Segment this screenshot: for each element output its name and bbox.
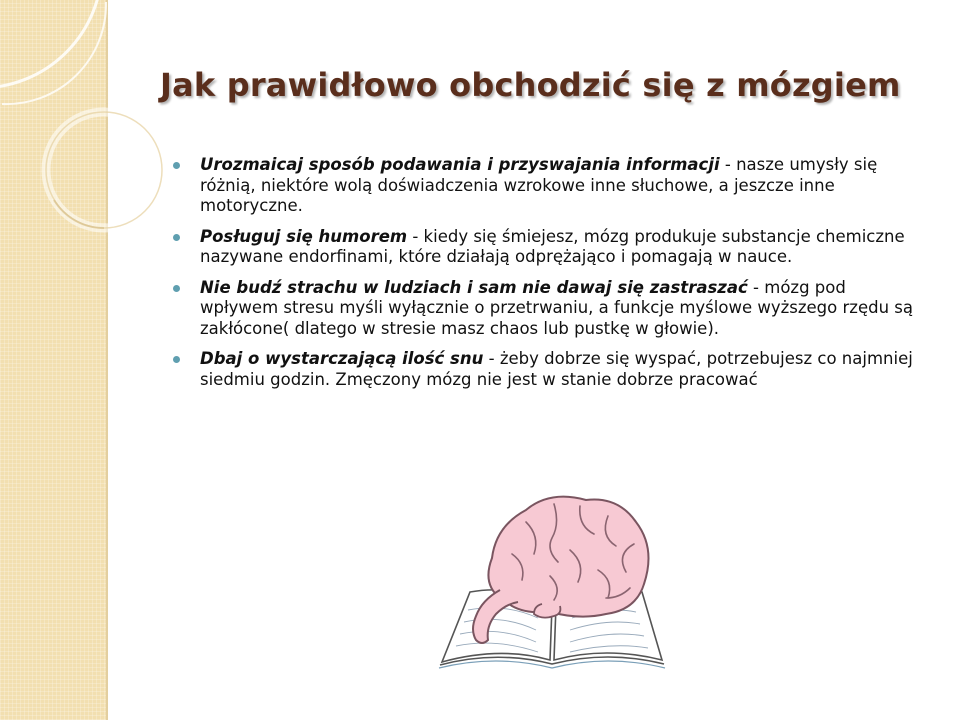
circle-bullet-icon: [173, 162, 180, 169]
bullet-text: - nasze umysły się różnią, niektóre wolą doświadczenia wzrokowe inne słuchowe, a jeszcze inne motoryczne.: [200, 155, 878, 215]
circle-bullet-icon: [173, 285, 180, 292]
bullet-item: [178, 349, 928, 390]
bullet-term: Urozmaicaj sposób podawania i przyswajania informacji: [200, 155, 720, 174]
bullet-item: [178, 227, 928, 268]
circle-bullet-icon: [173, 234, 180, 241]
bullet-term: Nie budź strachu w ludziach i sam nie dawaj się zastraszać: [200, 277, 748, 297]
slide-title: Jak prawidłowo obchodzić się z mózgiem: [160, 66, 901, 104]
brain-on-book-illustration: [430, 480, 680, 670]
bullet-term: Posługuj się humorem: [200, 226, 408, 246]
bullet-text: - mózg pod wpływem stresu myśli wyłącznie o przetrwaniu, a funkcje myślowe wyższego rzędu są zakłócone( dlatego w stresie masz chaos lub pustkę w głowie).: [200, 277, 913, 338]
bullet-text: - żeby dobrze się wyspać, potrzebujesz co najmniej siedmiu godzin. Zmęczony mózg nie jest w stanie dobrze pracować: [200, 349, 913, 389]
bullet-item: [178, 155, 928, 217]
circle-bullet-icon: [173, 356, 180, 363]
bullet-item: [178, 278, 928, 340]
bullet-text: - kiedy się śmiejesz, mózg produkuje substancje chemiczne nazywane endorfinami, które działają odprężająco i pomagają w nauce.: [200, 226, 905, 266]
bullet-term: Dbaj o wystarczającą ilość snu: [200, 349, 484, 368]
bullet-list: [178, 155, 928, 400]
